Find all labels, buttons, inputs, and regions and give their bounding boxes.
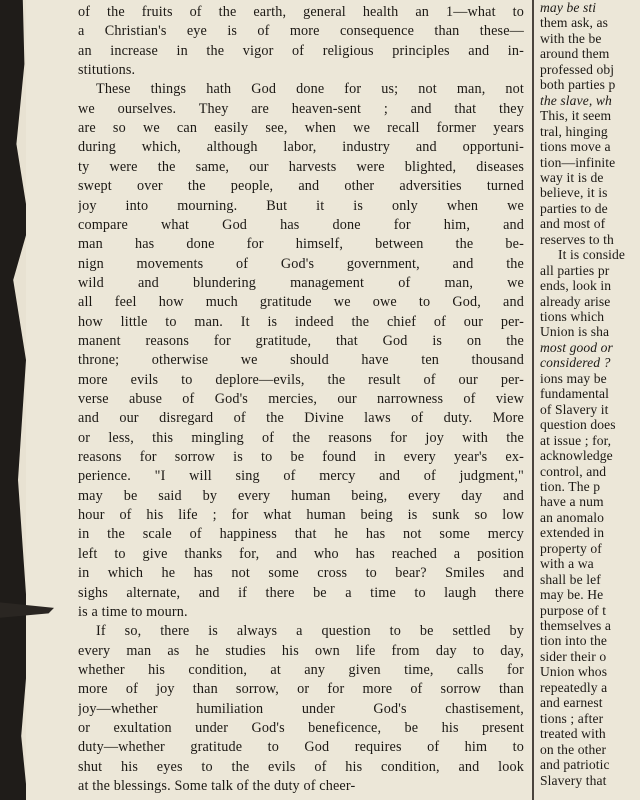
main-column-line: throne; otherwise we should have ten thousand xyxy=(78,352,524,369)
main-column-line: nign movements of God's government, and the xyxy=(78,255,524,272)
main-column-line: sighs alternate, and if there be a time to laugh there xyxy=(78,584,524,601)
side-column-line: property of xyxy=(540,540,602,556)
main-column-line: or less, this mingling of the reasons for joy with the xyxy=(78,429,524,446)
side-column-line: ends, look in xyxy=(540,278,612,294)
side-column-line: already arise xyxy=(540,293,611,309)
main-column-line: swept over the people, and other adversities turned xyxy=(78,178,524,195)
main-column-line: how little to man. It is indeed the chief of our per- xyxy=(78,313,524,330)
side-column-line: have a num xyxy=(540,494,604,510)
column-rule xyxy=(532,0,534,800)
main-column-line: more of joy than sorrow, or for more of sorrow than xyxy=(78,681,524,698)
side-column-line: tions move a xyxy=(540,139,611,155)
main-column-line: every man as he studies his own life from day to day, xyxy=(78,642,524,659)
side-column-line: fundamental xyxy=(540,386,610,402)
main-column-line: we ourselves. They are heaven-sent ; and that they xyxy=(78,100,524,117)
side-column-line: question does xyxy=(540,417,616,433)
side-column-line: tions ; after xyxy=(540,710,604,726)
main-column-line: joy into mourning. But it is only when we xyxy=(78,197,524,214)
side-column-line: control, and xyxy=(540,463,607,479)
side-column-line: repeatedly a xyxy=(540,679,608,695)
newspaper-page xyxy=(26,0,640,800)
main-column-line: perience. "I will sing of mercy and of judgment," xyxy=(78,468,524,485)
side-column-line: them ask, as xyxy=(540,15,609,31)
side-column-line: themselves a xyxy=(540,618,612,633)
main-column-line: man has done for himself, between the be- xyxy=(78,236,524,253)
side-column-line: Union is sha xyxy=(540,324,610,340)
side-column-line: tion. The p xyxy=(540,478,601,494)
main-column-line: and our disregard of the Divine laws of duty. More xyxy=(78,410,524,427)
side-column-line: extended in xyxy=(540,525,605,541)
main-column-line: is a time to mourn. xyxy=(78,603,188,620)
side-column-line: professed obj xyxy=(540,61,615,77)
main-column-line: stitutions. xyxy=(78,62,136,79)
side-column-line: all parties pr xyxy=(540,262,610,278)
side-column-line: on the other xyxy=(540,741,607,757)
side-column-line: considered ? xyxy=(540,355,611,371)
main-column-line: duty—whether gratitude to God requires of him to xyxy=(78,739,524,756)
side-column-line: sider their o xyxy=(540,648,607,664)
main-column-line: at the blessings. Some talk of the duty of cheer- xyxy=(78,778,356,794)
main-column-line: hour of his life ; for what human being is sunk so low xyxy=(78,507,524,524)
side-column-line: may be. He xyxy=(540,587,604,603)
side-column-line: of Slavery it xyxy=(540,401,609,417)
main-column-line: wild and blundering management of man, we xyxy=(78,274,524,291)
side-column-line: most good or xyxy=(540,339,613,355)
side-column-line: This, it seem xyxy=(540,108,612,124)
main-column-line: in the scale of happiness that he has not some mercy xyxy=(78,526,524,543)
side-column-line: with the be xyxy=(540,30,602,46)
side-column-line: acknowledge xyxy=(540,448,613,464)
side-column-line: tion—infinite xyxy=(540,154,616,170)
side-column-line: reserves to th xyxy=(540,231,614,247)
main-column-line: whether his condition, at any given time, calls for xyxy=(78,661,524,678)
side-column xyxy=(540,0,640,800)
main-column-line: joy—whether humiliation under God's chastisement, xyxy=(78,700,524,717)
main-column-line: may be said by every human being, every day and xyxy=(78,487,524,504)
side-column-line: Slavery that xyxy=(540,772,607,788)
main-column-line: ty were the same, our harvests were blighted, diseases xyxy=(78,158,524,175)
side-column-line: may be sti xyxy=(540,0,597,15)
side-column-line: It is conside xyxy=(558,247,625,263)
side-column-line: both parties p xyxy=(540,77,616,93)
side-column-line: believe, it is xyxy=(540,185,608,201)
main-column-line: of the fruits of the earth, general health an 1—what to xyxy=(78,4,524,20)
side-column-line: the slave, wh xyxy=(540,92,612,108)
main-column-line: in which he has not some cross to bear? Smiles and xyxy=(78,565,524,582)
side-column-line: Union whos xyxy=(540,664,608,680)
side-column-line: tions which xyxy=(540,309,605,324)
side-column-line: tral, hinging xyxy=(540,123,608,139)
side-column-line: ions may be xyxy=(540,370,607,386)
main-column-line: an increase in the vigor of religious principles and in- xyxy=(78,42,524,59)
side-column-line: with a wa xyxy=(540,556,594,572)
side-column-line: and patriotic xyxy=(540,757,610,773)
side-column-line: an anomalo xyxy=(540,509,605,525)
main-column-line: during which, although labor, industry and opportuni- xyxy=(78,139,524,156)
side-column-line: purpose of t xyxy=(540,602,607,618)
main-column-line: If so, there is always a question to be settled by xyxy=(96,623,524,640)
main-column-line: verse abuse of God's mercies, our narrowness of view xyxy=(78,391,524,407)
side-column-line: treated with xyxy=(540,726,606,742)
main-column-line: or exultation under God's beneficence, be his present xyxy=(78,719,524,736)
side-column-line: shall be lef xyxy=(540,571,601,587)
main-column-line: reasons for sorrow is to be found in every year's ex- xyxy=(78,449,524,466)
side-column-line: at issue ; for, xyxy=(540,432,612,448)
main-column-line: more evils to deplore—evils, the result of our per- xyxy=(78,371,524,388)
side-column-line: tion into the xyxy=(540,633,607,649)
main-column-line: compare what God has done for him, and xyxy=(78,216,524,233)
main-column xyxy=(78,0,524,800)
side-column-line: and earnest xyxy=(540,695,603,711)
main-column-line: manent reasons for gratitude, that God is on the xyxy=(78,332,524,349)
side-column-line: way it is de xyxy=(540,169,604,185)
main-column-line: These things hath God done for us; not man, not xyxy=(96,81,524,98)
main-column-line: are so we can easily see, when we recall former years xyxy=(78,120,524,137)
side-column-line: and most of xyxy=(540,216,606,232)
side-column-line: around them xyxy=(540,46,610,62)
main-column-line: shut his eyes to the evils of his condition, and look xyxy=(78,758,524,775)
main-column-line: a Christian's eye is of more consequence than these— xyxy=(78,23,524,40)
side-column-line: parties to de xyxy=(540,200,608,216)
main-column-line: left to give thanks for, and who has reached a position xyxy=(78,545,524,562)
main-column-line: all feel how much gratitude we owe to God, and xyxy=(78,294,524,311)
